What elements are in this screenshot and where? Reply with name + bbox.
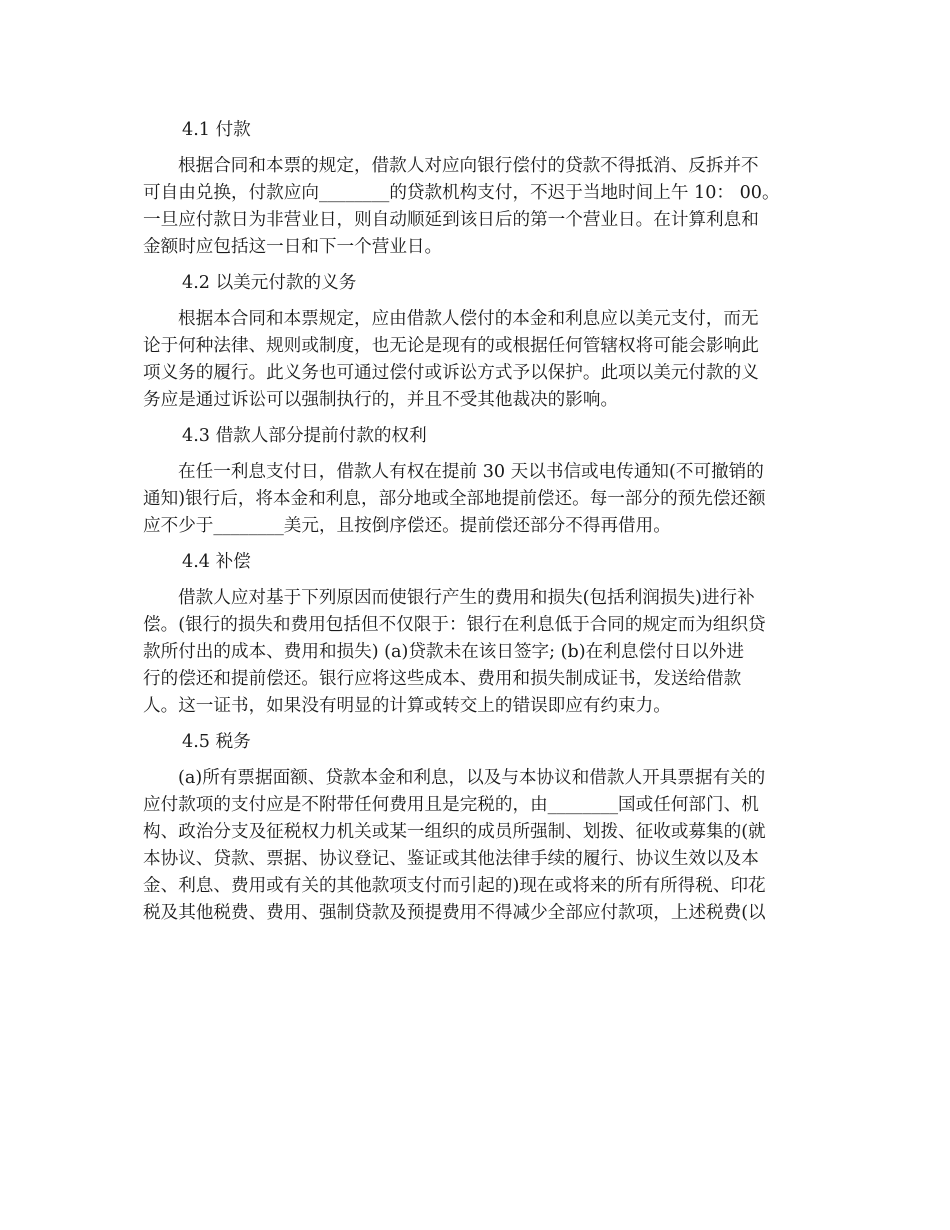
section-heading: 4.3 借款人部分提前付款的权利 <box>182 426 427 446</box>
section-paragraph <box>143 459 811 540</box>
paragraph-line: 论于何种法律、规则或制度，也无论是现有的或根据任何管辖权将可能会影响此 <box>143 336 759 356</box>
section-heading: 4.1 付款 <box>182 120 251 140</box>
paragraph-line: 一旦应付款日为非营业日，则自动顺延到该日后的第一个营业日。在计算利息和 <box>143 210 759 230</box>
paragraph-line: 金额时应包括这一日和下一个营业日。 <box>143 237 443 257</box>
paragraph-line: 偿。(银行的损失和费用包括但不仅限于：银行在利息低于合同的规定而为组织贷 <box>143 615 766 635</box>
section-paragraph <box>143 153 811 261</box>
section-4-2 <box>143 270 811 414</box>
paragraph-line: (a)所有票据面额、贷款本金和利息，以及与本协议和借款人开具票据有关的 <box>178 768 766 788</box>
paragraph-line: 行的偿还和提前偿还。银行应将这些成本、费用和损失制成证书，发送给借款 <box>143 669 742 689</box>
paragraph-line: 款所付出的成本、费用和损失) (a)贷款未在该日签字; (b)在利息偿付日以外进 <box>143 642 744 662</box>
section-4-1 <box>143 117 811 261</box>
section-4-3 <box>143 423 811 540</box>
paragraph-line: 根据合同和本票的规定，借款人对应向银行偿付的贷款不得抵消、反拆并不 <box>178 156 759 176</box>
section-heading: 4.5 税务 <box>182 732 251 752</box>
section-heading: 4.2 以美元付款的义务 <box>182 273 357 293</box>
paragraph-line: 构、政治分支及征税权力机关或某一组织的成员所强制、划拨、征收或募集的(就 <box>143 822 766 842</box>
section-heading: 4.4 补偿 <box>182 552 251 572</box>
paragraph-line: 根据本合同和本票规定，应由借款人偿付的本金和利息应以美元支付，而无 <box>178 309 759 329</box>
paragraph-line: 通知)银行后，将本金和利息，部分地或全部地提前偿还。每一部分的预先偿还额 <box>143 489 766 509</box>
paragraph-line: 金、利息、费用或有关的其他款项支付而引起的)现在或将来的所有所得税、印花 <box>143 876 766 896</box>
paragraph-line: 应不少于________美元，且按倒序偿还。提前偿还部分不得再借用。 <box>143 516 671 536</box>
paragraph-line: 借款人应对基于下列原因而使银行产生的费用和损失(包括利润损失)进行补 <box>178 588 755 608</box>
paragraph-line: 项义务的履行。此义务也可通过偿付或诉讼方式予以保护。此项以美元付款的义 <box>143 363 759 383</box>
paragraph-line: 在任一利息支付日，借款人有权在提前 30 天以书信或电传通知(不可撤销的 <box>178 462 764 482</box>
paragraph-line: 人。这一证书，如果没有明显的计算或转交上的错误即应有约束力。 <box>143 696 671 716</box>
section-4-5 <box>143 729 811 927</box>
paragraph-line: 税及其他税费、费用、强制贷款及预提费用不得减少全部应付款项，上述税费(以 <box>143 903 766 923</box>
section-paragraph <box>143 306 811 414</box>
paragraph-line: 可自由兑换，付款应向________的贷款机构支付，不迟于当地时间上午 10： 00。 <box>143 183 780 203</box>
paragraph-line: 本协议、贷款、票据、协议登记、鉴证或其他法律手续的履行、协议生效以及本 <box>143 849 759 869</box>
document-page <box>143 117 811 936</box>
section-4-4 <box>143 549 811 720</box>
section-paragraph <box>143 585 811 720</box>
section-paragraph <box>143 765 811 927</box>
paragraph-line: 务应是通过诉讼可以强制执行的，并且不受其他裁决的影响。 <box>143 390 619 410</box>
paragraph-line: 应付款项的支付应是不附带任何费用且是完税的，由________国或任何部门、机 <box>143 795 759 815</box>
